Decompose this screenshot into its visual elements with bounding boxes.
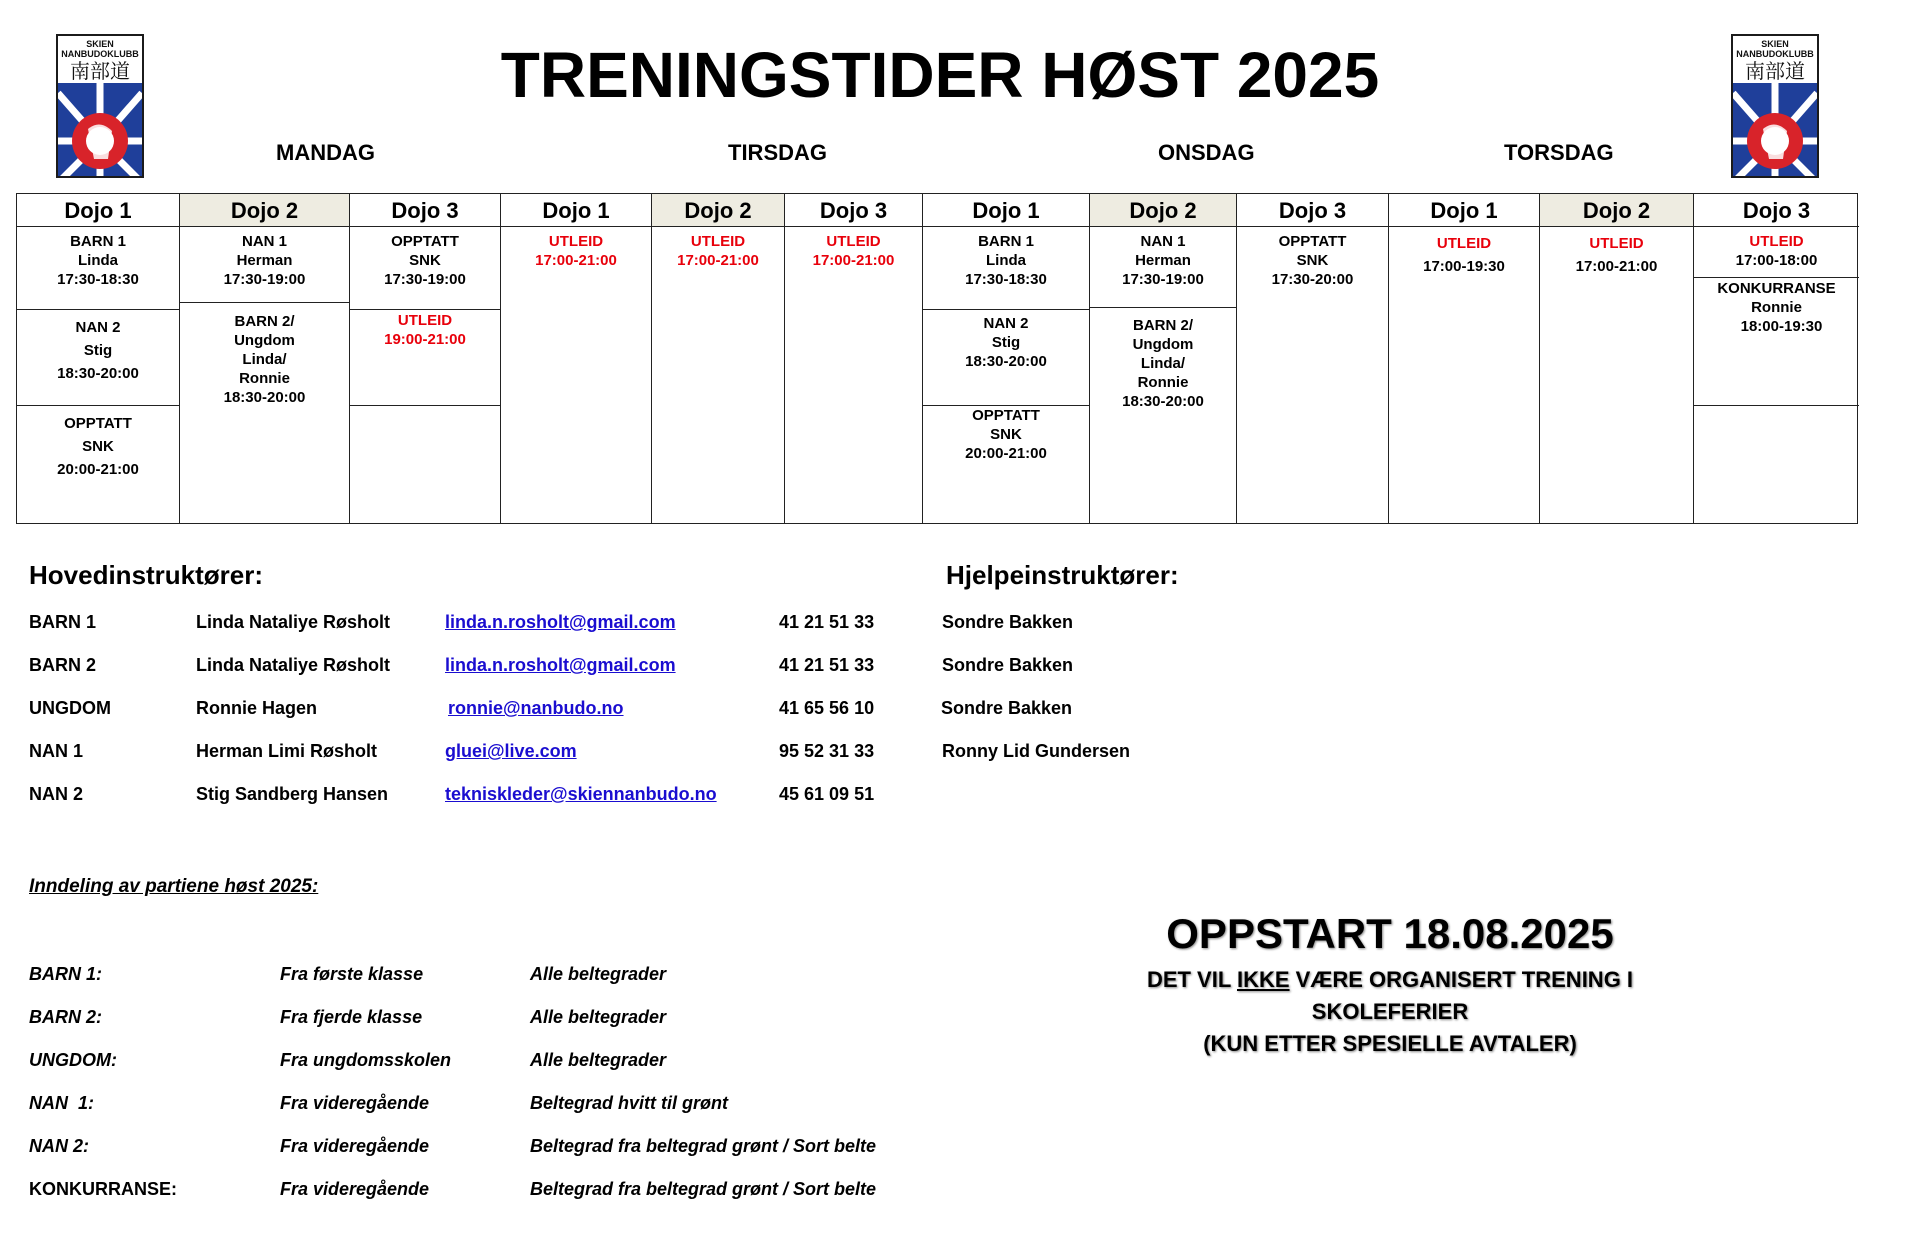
division-from: Fra videregående <box>280 1093 430 1113</box>
division-heading: Inndeling av partiene høst 2025: <box>29 876 319 897</box>
oppstart-line2: SKOLEFERIER <box>1311 999 1469 1024</box>
column-header: Dojo 1 <box>923 194 1089 227</box>
instructor-email-link[interactable]: ronnie@nanbudo.no <box>448 698 624 718</box>
logo-kanji: 南部道 <box>70 59 130 83</box>
session-nan1: NAN 1 Herman 17:30-19:00 <box>1122 233 1204 288</box>
instructor-name: Linda Nataliye Røsholt <box>196 655 391 675</box>
divider <box>1694 277 1859 278</box>
oppstart-title: OPPSTART 18.08.2025 <box>1166 910 1614 957</box>
divider <box>1694 405 1859 406</box>
page-title: TRENINGSTIDER HØST 2025 <box>500 39 1380 111</box>
session-opptatt: OPPTATT SNK 17:30-19:00 <box>384 233 466 288</box>
session-utleid: UTLEID 19:00-21:00 <box>384 312 466 348</box>
session-konkurranse: KONKURRANSE Ronnie 18:00-19:30 <box>1717 280 1836 335</box>
instructor-name: Stig Sandberg Hansen <box>196 784 389 804</box>
instructor-group: NAN 1 <box>29 741 84 761</box>
divider <box>180 302 349 303</box>
session-nan1: NAN 1 Herman 17:30-19:00 <box>223 233 306 288</box>
mandag-dojo3-column <box>349 194 500 523</box>
divider <box>350 309 500 310</box>
divider <box>17 405 179 406</box>
session-barn2-ungdom: BARN 2/ Ungdom Linda/ Ronnie 18:30-20:00 <box>1122 317 1204 410</box>
division-group: UNGDOM: <box>29 1050 117 1070</box>
column-header: Dojo 2 <box>1540 194 1693 227</box>
helper-name: Ronny Lid Gundersen <box>942 741 1131 761</box>
tirsdag-dojo1-column <box>500 194 651 523</box>
session-utleid: UTLEID 17:00-21:00 <box>535 233 617 269</box>
onsdag-dojo1-column <box>922 194 1089 523</box>
division-group: NAN 1: <box>29 1093 95 1113</box>
instructor-email-link[interactable]: tekniskleder@skiennanbudo.no <box>445 784 717 804</box>
division-belt: Beltegrad fra beltegrad grønt / Sort belte <box>530 1179 877 1199</box>
column-header: Dojo 1 <box>1389 194 1539 227</box>
session-nan2: NAN 2 Stig 18:30-20:00 <box>57 319 139 382</box>
instructor-email-link[interactable]: linda.n.rosholt@gmail.com <box>445 655 676 675</box>
division-from: Fra ungdomsskolen <box>280 1050 452 1070</box>
instructor-group: UNGDOM <box>29 698 111 718</box>
division-belt: Alle beltegrader <box>530 1050 667 1070</box>
division-group: BARN 2: <box>29 1007 103 1027</box>
instructor-group: BARN 2 <box>29 655 97 675</box>
instructor-name: Ronnie Hagen <box>196 698 318 718</box>
mandag-dojo1-column <box>17 194 179 523</box>
column-header: Dojo 2 <box>652 194 784 227</box>
division-belt: Beltegrad fra beltegrad grønt / Sort belte <box>530 1136 877 1156</box>
logo-club-name: SKIEN NANBUDOKLUBB <box>61 39 139 59</box>
division-belt: Alle beltegrader <box>530 1007 667 1027</box>
tirsdag-dojo2-column <box>651 194 784 523</box>
day-label-mandag: MANDAG <box>276 140 375 165</box>
division-group: KONKURRANSE: <box>29 1179 177 1199</box>
division-belt: Beltegrad hvitt til grønt <box>530 1093 728 1113</box>
session-barn1: BARN 1 Linda 17:30-18:30 <box>965 233 1047 288</box>
division-from: Fra første klasse <box>280 964 424 984</box>
session-barn2-ungdom: BARN 2/ Ungdom Linda/ Ronnie 18:30-20:00 <box>223 313 306 406</box>
torsdag-dojo2-column <box>1539 194 1693 523</box>
mandag-dojo2-column <box>179 194 349 523</box>
instructor-phone: 45 61 09 51 <box>779 784 875 804</box>
helper-name: Sondre Bakken <box>942 612 1074 632</box>
helper-name: Sondre Bakken <box>942 655 1074 675</box>
column-header: Dojo 2 <box>180 194 349 227</box>
column-header: Dojo 3 <box>350 194 500 227</box>
column-header: Dojo 3 <box>1694 194 1859 227</box>
division-group: BARN 1: <box>29 964 103 984</box>
instructor-phone: 41 21 51 33 <box>779 655 875 675</box>
onsdag-dojo2-column <box>1089 194 1236 523</box>
instructor-email-link[interactable]: gluei@live.com <box>445 741 577 761</box>
session-nan2: NAN 2 Stig 18:30-20:00 <box>965 315 1047 370</box>
session-utleid: UTLEID 17:00-21:00 <box>677 233 759 269</box>
helper-name: Sondre Bakken <box>941 698 1073 718</box>
division-belt: Alle beltegrader <box>530 964 667 984</box>
instructors-heading: Hovedinstruktører: <box>29 560 264 590</box>
day-label-torsdag: TORSDAG <box>1504 140 1614 165</box>
column-header: Dojo 1 <box>17 194 179 227</box>
column-header: Dojo 1 <box>501 194 651 227</box>
torsdag-dojo1-column <box>1388 194 1539 523</box>
instructor-group: BARN 1 <box>29 612 97 632</box>
onsdag-dojo3-column <box>1236 194 1388 523</box>
session-utleid: UTLEID 17:00-21:00 <box>1575 235 1658 275</box>
torsdag-dojo3-column <box>1693 194 1859 523</box>
division-from: Fra videregående <box>280 1136 430 1156</box>
instructor-name: Herman Limi Røsholt <box>196 741 378 761</box>
session-utleid: UTLEID 17:00-19:30 <box>1423 235 1505 275</box>
session-barn1: BARN 1 Linda 17:30-18:30 <box>57 233 139 288</box>
instructor-group: NAN 2 <box>29 784 84 804</box>
helpers-heading: Hjelpeinstruktører: <box>946 560 1179 590</box>
division-group: NAN 2: <box>29 1136 90 1156</box>
oppstart-line3: (KUN ETTER SPESIELLE AVTALER) <box>1203 1031 1577 1056</box>
column-header: Dojo 3 <box>1237 194 1388 227</box>
instructor-phone: 41 21 51 33 <box>779 612 875 632</box>
day-label-onsdag: ONSDAG <box>1158 140 1255 165</box>
session-opptatt: OPPTATT SNK 17:30-20:00 <box>1271 233 1354 288</box>
divider <box>17 309 179 310</box>
day-label-tirsdag: TIRSDAG <box>728 140 827 165</box>
oppstart-line1: DET VIL IKKE VÆRE ORGANISERT TRENING I <box>1146 967 1634 992</box>
tirsdag-dojo3-column <box>784 194 922 523</box>
division-from: Fra fjerde klasse <box>280 1007 423 1027</box>
oppstart-notice <box>1080 964 1700 1060</box>
session-utleid: UTLEID 17:00-21:00 <box>812 233 895 269</box>
instructor-name: Linda Nataliye Røsholt <box>196 612 391 632</box>
divider <box>923 309 1089 310</box>
instructor-phone: 95 52 31 33 <box>779 741 875 761</box>
schedule-table <box>16 193 1858 524</box>
session-opptatt: OPPTATT SNK 20:00-21:00 <box>57 415 139 478</box>
divider <box>350 405 500 406</box>
column-header: Dojo 3 <box>785 194 922 227</box>
division-from: Fra videregående <box>280 1179 430 1199</box>
session-opptatt: OPPTATT SNK 20:00-21:00 <box>965 407 1047 462</box>
instructor-email-link[interactable]: linda.n.rosholt@gmail.com <box>445 612 676 632</box>
divider <box>1090 307 1236 308</box>
instructor-phone: 41 65 56 10 <box>779 698 875 718</box>
column-header: Dojo 2 <box>1090 194 1236 227</box>
logo-club-name: SKIEN NANBUDOKLUBB <box>1736 39 1814 59</box>
session-utleid: UTLEID 17:00-18:00 <box>1735 233 1818 269</box>
logo-kanji: 南部道 <box>1745 59 1805 83</box>
